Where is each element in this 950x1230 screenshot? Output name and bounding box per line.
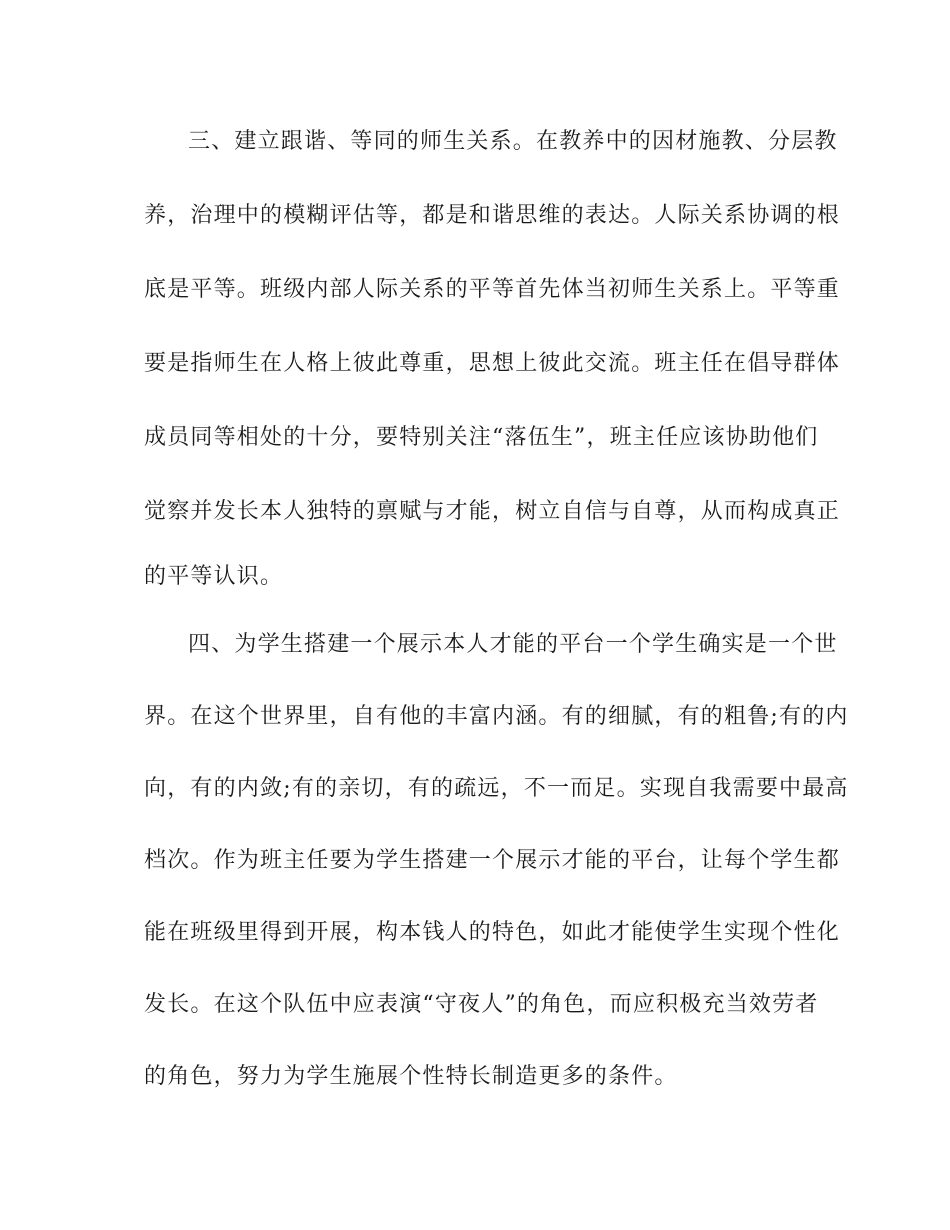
text-line: 底是平等。班级内部人际关系的平等首先体当初师生关系上。平等重 xyxy=(144,277,841,302)
text-line: 的平等认识。 xyxy=(144,564,284,589)
text-line: 发长。在这个队伍中应表演“守夜人”的角色，而应积极充当效劳者 xyxy=(144,992,819,1017)
text-line: 成员同等相处的十分，要特别关注“落伍生”，班主任应该协助他们 xyxy=(144,425,819,450)
text-line: 三、建立跟谐、等同的师生关系。在教养中的因材施教、分层教 xyxy=(188,129,838,154)
text-line: 要是指师生在人格上彼此尊重，思想上彼此交流。班主任在倡导群体 xyxy=(144,351,841,376)
text-line: 养，治理中的模糊评估等，都是和谐思维的表达。人际关系协调的根 xyxy=(144,203,841,228)
text-line: 能在班级里得到开展，构本钱人的特色，如此才能使学生实现个性化 xyxy=(144,920,841,945)
text-line: 觉察并发长本人独特的禀赋与才能，树立自信与自尊，从而构成真正 xyxy=(144,499,841,524)
text-line: 档次。作为班主任要为学生搭建一个展示才能的平台，让每个学生都 xyxy=(144,848,841,873)
text-line: 界。在这个世界里，自有他的丰富内涵。有的细腻，有的粗鲁;有的内 xyxy=(144,704,849,729)
text-line: 的角色，努力为学生施展个性特长制造更多的条件。 xyxy=(144,1064,678,1089)
text-line: 四、为学生搭建一个展示本人才能的平台一个学生确实是一个世 xyxy=(188,632,838,657)
text-line: 向，有的内敛;有的亲切，有的疏远，不一而足。实现自我需要中最高 xyxy=(144,776,849,801)
